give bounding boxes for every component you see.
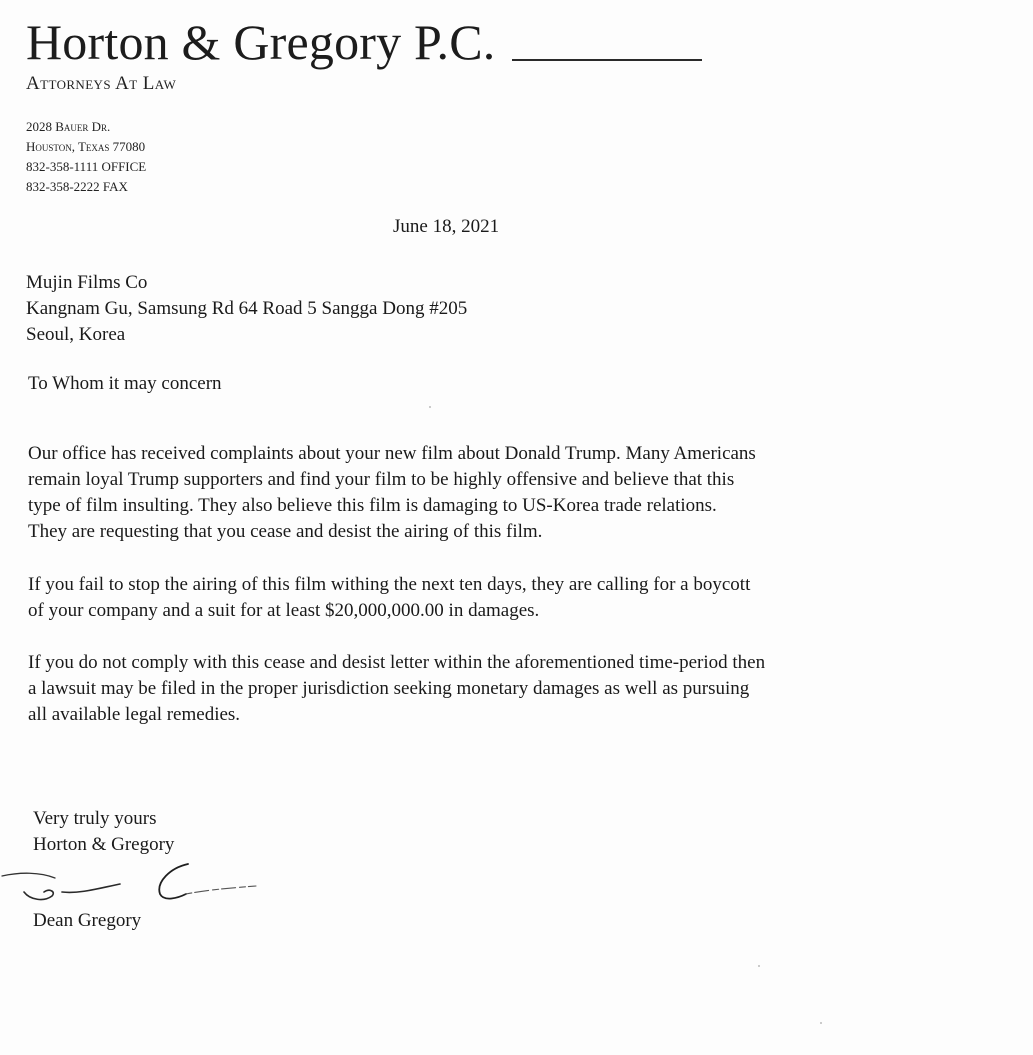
signer-name: Dean Gregory: [33, 910, 142, 931]
phone-fax: 832-358-2222 FAX: [26, 179, 128, 194]
paragraph-line: They are requesting that you cease and desist the airing of this film.: [28, 521, 543, 542]
firm-address: [26, 117, 146, 197]
paragraph-line: all available legal remedies.: [28, 704, 241, 725]
address-city: Houston, Texas 77080: [26, 139, 146, 154]
paragraph-line: remain loyal Trump supporters and find your film to be highly offensive and believe that this: [28, 469, 735, 490]
closing-block: [33, 806, 174, 858]
firm-tagline: Attorneys At Law: [26, 73, 177, 94]
firm-name: Horton & Gregory P.C.: [26, 14, 496, 70]
paragraph-line: If you fail to stop the airing of this film withing the next ten days, they are calling for a boycott: [28, 574, 751, 595]
paragraph-line: a lawsuit may be filed in the proper jurisdiction seeking monetary damages as well as pursuing: [28, 678, 750, 699]
recipient-name: Mujin Films Co: [26, 272, 148, 293]
body-paragraph-1: [28, 441, 898, 545]
paragraph-line: of your company and a suit for at least $20,000,000.00 in damages.: [28, 600, 540, 621]
recipient-block: [26, 270, 467, 348]
body-paragraph-3: [28, 650, 898, 728]
paragraph-line: If you do not comply with this cease and desist letter within the aforementioned time-period then: [28, 652, 766, 673]
letter-date: June 18, 2021: [393, 216, 500, 237]
valediction: Very truly yours: [33, 808, 157, 829]
recipient-address-line1: Kangnam Gu, Samsung Rd 64 Road 5 Sangga Dong #205: [26, 298, 468, 319]
address-street: 2028 Bauer Dr.: [26, 119, 111, 134]
paragraph-line: Our office has received complaints about your new film about Donald Trump. Many Americans: [28, 443, 756, 464]
closing-firm: Horton & Gregory: [33, 834, 175, 855]
phone-office: 832-358-1111 OFFICE: [26, 159, 147, 174]
paper-speck: [429, 406, 431, 408]
paper-speck: [820, 1022, 822, 1024]
salutation: To Whom it may concern: [28, 373, 222, 394]
paper-speck: [758, 965, 760, 967]
letterhead-rule: [512, 59, 702, 61]
paragraph-line: type of film insulting. They also believe this film is damaging to US-Korea trade relations.: [28, 495, 717, 516]
recipient-address-line2: Seoul, Korea: [26, 324, 126, 345]
body-paragraph-2: [28, 572, 898, 624]
